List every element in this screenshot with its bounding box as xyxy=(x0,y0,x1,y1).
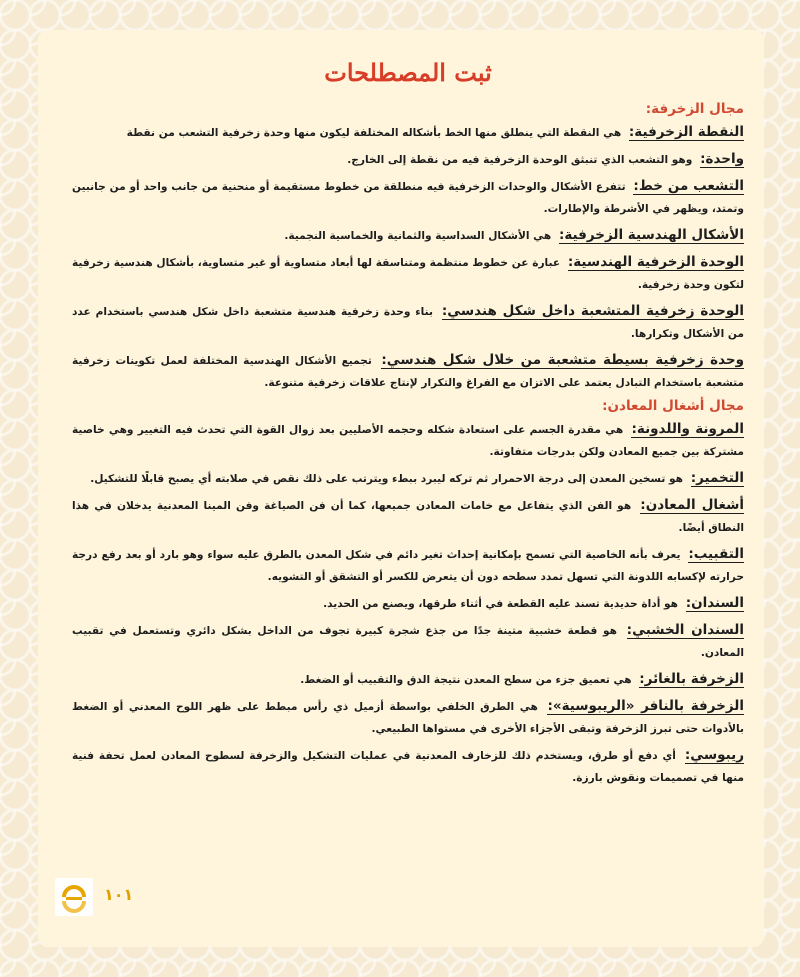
glossary-entry xyxy=(72,744,744,789)
entry-term: الزخرفة بالنافر «الريبوسية»: xyxy=(547,698,744,714)
entry-definition: هي النقطة التي ينطلق منها الخط بأشكاله المختلفة ليكون منها وحدة زخرفية التشعب من نقطة xyxy=(126,127,622,139)
entry-definition: هي الطرق الخلفي بواسطة أزميل ذي رأس مبطط على ظهر اللوح المعدني أو الضغط بالأدوات حتى تبرز الزخرفة وتبقى الأجزاء الأخرى في مستواها الطبيعي. xyxy=(72,701,744,735)
glossary-entry xyxy=(72,224,744,247)
content-area xyxy=(72,58,744,793)
entry-term: النقطة الزخرفية: xyxy=(628,124,744,140)
entry-definition: يعرف بأنه الخاصية التي تسمح بإمكانية إحداث تغير دائم في شكل المعدن بالطرق عليه سواء وهو بارد أو بعد رفع درجة حرارته لإكسابه اللدونة التي تسهل تمدد سطحه دون أن يتعرض للكسر أو التشقق أو التشويه. xyxy=(72,549,744,583)
glossary-entry xyxy=(72,251,744,296)
entry-term: التخمير: xyxy=(690,470,744,486)
entry-term: الأشكال الهندسية الزخرفية: xyxy=(558,227,744,243)
section-heading: مجال أشغال المعادن: xyxy=(602,398,744,414)
glossary-entry xyxy=(72,695,744,740)
entry-definition: هو الفن الذي يتفاعل مع خامات المعادن جميعها، كما أن فن الصياغة وفن المينا المعدنية يدخلان في هذا النطاق أيضًا. xyxy=(72,500,744,534)
entry-term: أشغال المعادن: xyxy=(640,497,745,513)
entry-definition: بناء وحدة زخرفية هندسية متشعبة داخل شكل هندسي باستخدام عدد من الأشكال وتكرارها. xyxy=(72,306,744,340)
glossary-entry xyxy=(72,148,744,171)
glossary-entry xyxy=(72,494,744,539)
page-title: ثبت المصطلحات xyxy=(324,58,492,87)
glossary-entry xyxy=(72,592,744,615)
entry-term: ريبوسي: xyxy=(684,747,744,763)
entry-term: الوحدة زخرفية المتشعبة داخل شكل هندسي: xyxy=(441,303,744,319)
entry-definition: هي الأشكال السداسية والثمانية والخماسية النجمية. xyxy=(284,230,552,242)
glossary-entry xyxy=(72,467,744,490)
entry-definition: تجميع الأشكال الهندسية المختلفة لعمل تكوينات زخرفية متشعبة باستخدام التبادل يعتمد على الاتزان مع الفراغ والتكرار لإنتاج علاقات زخرفية متنوعة. xyxy=(72,355,744,389)
entry-definition: هي تعميق جزء من سطح المعدن نتيجة الدق والتقبيب أو الضغط. xyxy=(300,674,632,686)
book-logo-icon xyxy=(55,878,93,916)
entry-term: التشعب من خط: xyxy=(633,178,744,194)
entry-definition: وهو التشعب الذي تنبثق الوحدة الزخرفية فيه من نقطة إلى الخارج. xyxy=(347,154,693,166)
book-logo-graphic xyxy=(55,878,93,916)
entry-term: واحدة: xyxy=(700,151,744,167)
entry-definition: أي دفع أو طرق، ويستخدم ذلك للزخارف المعدنية في عمليات التشكيل والزخرفة لسطوح المعادن لعمل تحفة فنية منها في تصميمات ونقوش بارزة. xyxy=(72,750,744,784)
entry-term: التقبيب: xyxy=(688,546,744,562)
entry-term: المرونة واللدونة: xyxy=(631,421,744,437)
page-number: ١٠١ xyxy=(104,885,134,904)
entry-term: السندان الخشبي: xyxy=(626,622,744,638)
entry-definition: هي مقدرة الجسم على استعادة شكله وحجمه الأصليين بعد زوال القوة التي تحدث فيه التغيير وهي خاصية مشتركة بين جميع المعادن ولكن بدرجات متفاوتة. xyxy=(72,424,744,458)
entry-term: الزخرفة بالغائر: xyxy=(639,671,744,687)
entry-term: السندان: xyxy=(685,595,744,611)
entry-definition: هو تسخين المعدن إلى درجة الاحمرار ثم تركه ليبرد ببطء ويترتب على ذلك نقص في صلابته أي يصبح قابلًا للتشكيل. xyxy=(90,473,683,485)
section-metalwork xyxy=(72,398,744,789)
glossary-entry xyxy=(72,300,744,345)
entry-definition: هو قطعة خشبية متينة جدًا من جذع شجرة كبيرة تجوف من الداخل بشكل دائري وتستعمل في تقبيب المعادن. xyxy=(72,625,744,659)
section-decoration xyxy=(72,101,744,394)
section-heading: مجال الزخرفة: xyxy=(645,101,744,117)
glossary-entry xyxy=(72,543,744,588)
glossary-entry xyxy=(72,349,744,394)
page-panel xyxy=(38,30,764,947)
entry-definition: هو أداة حديدية تسند عليه القطعة في أثناء طرقها، ويصنع من الحديد. xyxy=(323,598,678,610)
glossary-entry xyxy=(72,668,744,691)
glossary-entry xyxy=(72,418,744,463)
glossary-entry xyxy=(72,121,744,144)
entry-term: وحدة زخرفية بسيطة متشعبة من خلال شكل هندسي: xyxy=(381,352,744,368)
glossary-entry xyxy=(72,175,744,220)
glossary-entry xyxy=(72,619,744,664)
entry-definition: عبارة عن خطوط منتظمة ومتناسقة لها أبعاد متساوية أو غير متساوية، بأشكال هندسية زخرفية لتكون وحدة زخرفية. xyxy=(72,257,744,291)
entry-definition: تتفرع الأشكال والوحدات الزخرفية فيه منطلقة من خطوط مستقيمة أو منحنية من جانب واحد أو من جانبين وتمتد، ويظهر في الأشرطة والإطارات. xyxy=(72,181,744,215)
entry-term: الوحدة الزخرفية الهندسية: xyxy=(567,254,744,270)
